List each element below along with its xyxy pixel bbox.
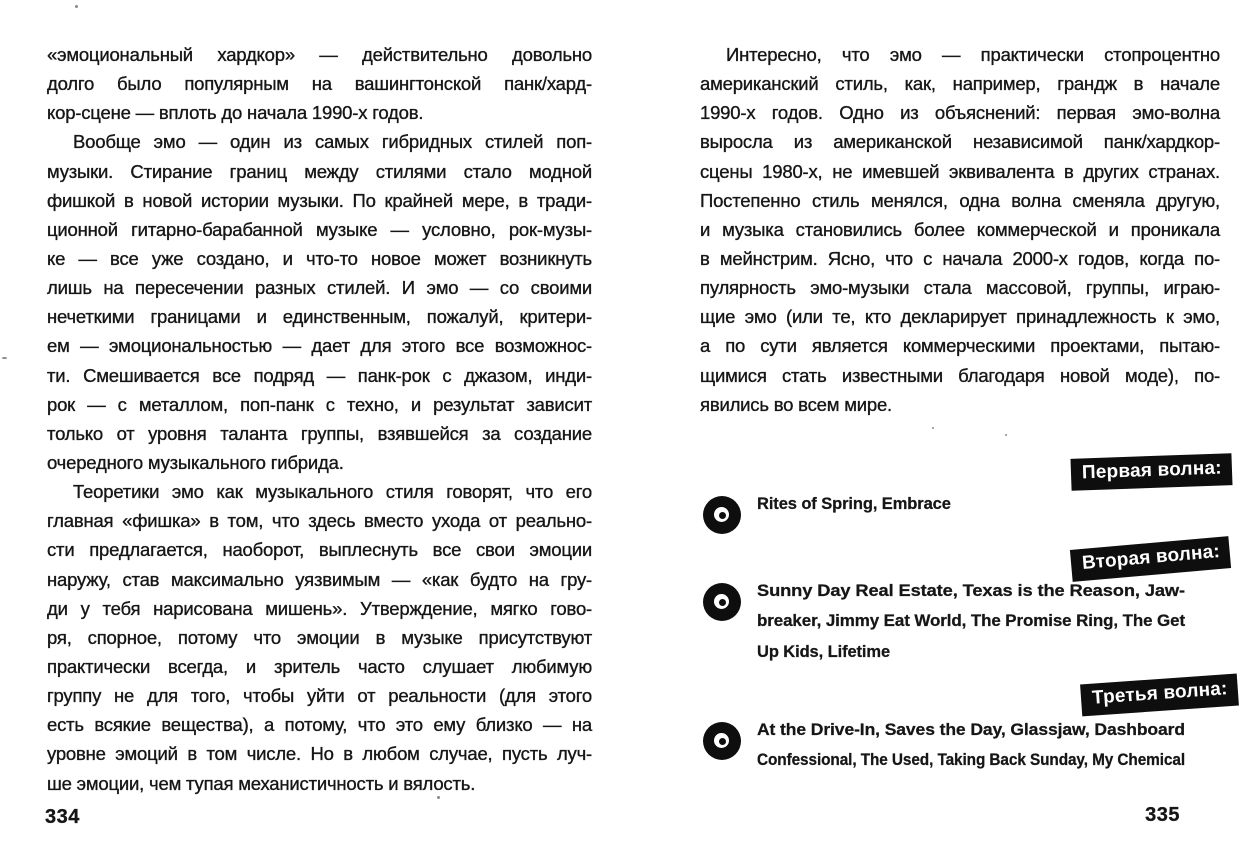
text-line: группу не для того, чтобы уйти от реальности (для этого bbox=[47, 685, 592, 707]
text-line: в мейнстрим. Ясно, что с начала 2000-х годов, когда по- bbox=[700, 247, 1220, 269]
text-line: ке — все уже создано, и что-то новое может возникнуть bbox=[47, 247, 592, 269]
text-line: щие эмо (или те, кто декларирует принадлежность к эмо, bbox=[700, 306, 1220, 328]
scan-speck bbox=[437, 796, 440, 799]
text-line: Интересно, что эмо — практически стопроцентно bbox=[726, 44, 1220, 65]
body-text-left bbox=[47, 40, 592, 798]
text-line: ше эмоции, чем тупая механистичность и вялость. bbox=[47, 772, 476, 794]
text-line: уровне эмоций в том числе. Но в любом случае, пусть луч- bbox=[47, 743, 592, 765]
band-list-line: breaker, Jimmy Eat World, The Promise Ring, The Get bbox=[757, 612, 1185, 631]
scan-speck bbox=[75, 5, 78, 8]
text-line: очередного музыкального гибрида. bbox=[47, 451, 344, 473]
text-line: ти. Смешивается все подряд — панк-рок с джазом, инди- bbox=[47, 364, 592, 386]
text-line: Вообще эмо — один из самых гибридных стилей поп- bbox=[73, 131, 592, 153]
text-line: музыки. Стирание границ между стилями стало модной bbox=[47, 160, 592, 182]
text-line: а по сути является коммерческими проектами, пытаю- bbox=[700, 335, 1220, 357]
text-line: сцены 1980-х, не имевшей эквивалента в других странах. bbox=[700, 160, 1220, 182]
page-number-right: 335 bbox=[1145, 804, 1180, 826]
body-text-right bbox=[700, 40, 1220, 419]
text-line: 1990-х годов. Одно из объяснений: первая эмо-волна bbox=[700, 102, 1220, 124]
text-line: «эмоциональный хардкор» — действительно довольно bbox=[47, 44, 592, 65]
scan-speck bbox=[1005, 434, 1007, 436]
text-line: кор-сцене — вплоть до начала 1990-х годов. bbox=[47, 102, 424, 124]
band-list-second-wave bbox=[757, 576, 1185, 667]
band-list-line: Rites of Spring, Embrace bbox=[757, 495, 951, 513]
wave-label-second: Вторая волна: bbox=[1070, 536, 1231, 582]
text-line: ря, спорное, потому что эмоции в музыке присутствуют bbox=[47, 626, 592, 648]
text-line: есть всякие вещества), а потому, что это ему близко — на bbox=[47, 714, 592, 736]
band-list-line: Up Kids, Lifetime bbox=[757, 642, 891, 661]
wave-label-third: Третья волна: bbox=[1080, 674, 1239, 717]
text-line: американский стиль, как, например, грандж в начале bbox=[700, 73, 1220, 95]
text-line: щимися стать известными благодаря новой моде), по- bbox=[700, 364, 1220, 386]
scan-speck bbox=[932, 427, 934, 429]
text-line: наружу, став максимально уязвимым — «как будто на гру- bbox=[47, 568, 592, 590]
disc-icon bbox=[703, 496, 741, 534]
text-line: ем — эмоциональностью — дает для этого все возможнос- bbox=[47, 335, 592, 357]
text-line: Теоретики эмо как музыкального стиля говорят, что его bbox=[73, 481, 592, 503]
text-line: Постепенно стиль менялся, одна волна сменяла другую, bbox=[700, 189, 1220, 211]
text-line: только от уровня таланта группы, взявшейся за создание bbox=[47, 422, 592, 444]
text-line: выросла из американской независимой панк/хардкор- bbox=[700, 131, 1220, 153]
text-line: долго было популярным на вашингтонской панк/хард- bbox=[47, 73, 592, 95]
text-line: лишь на пересечении разных стилей. И эмо — со своими bbox=[47, 277, 592, 299]
text-line: и музыка становились более коммерческой и проникала bbox=[700, 218, 1220, 240]
page-number-left: 334 bbox=[45, 806, 80, 828]
text-line: ционной гитарно-барабанной музыке — условно, рок-музы- bbox=[47, 218, 592, 240]
text-line: практически всегда, и зритель часто слушает любимую bbox=[47, 655, 592, 677]
text-line: явились во всем мире. bbox=[700, 393, 892, 415]
text-line: ди у тебя нарисована мишень». Утверждение, мягко гово- bbox=[47, 597, 592, 619]
band-list-line: Sunny Day Real Estate, Texas is the Reason, Jaw- bbox=[757, 582, 1185, 600]
text-line: главная «фишка» в том, что здесь вместо ухода от реально- bbox=[47, 510, 592, 532]
scan-speck bbox=[2, 357, 7, 359]
text-line: рок — с металлом, поп-панк с техно, и результат зависит bbox=[47, 393, 592, 415]
text-line: фишкой в новой истории музыки. По крайней мере, в тради- bbox=[47, 189, 592, 211]
text-line: сти предлагается, наоборот, выплеснуть все свои эмоции bbox=[47, 539, 592, 561]
text-line: пулярность эмо-музыки стала массовой, группы, играю- bbox=[700, 277, 1220, 299]
band-list-first-wave bbox=[757, 489, 1187, 519]
wave-label-first: Первая волна: bbox=[1071, 453, 1233, 491]
band-list-line: At the Drive-In, Saves the Day, Glassjaw, Dashboard bbox=[757, 721, 1185, 739]
text-line: нечеткими границами и единственным, пожалуй, критери- bbox=[47, 306, 592, 328]
band-list-third-wave bbox=[757, 715, 1185, 776]
band-list-line: Confessional, The Used, Taking Back Sunday, My Chemical bbox=[757, 751, 1185, 770]
disc-icon bbox=[703, 722, 741, 760]
disc-icon bbox=[703, 583, 741, 621]
